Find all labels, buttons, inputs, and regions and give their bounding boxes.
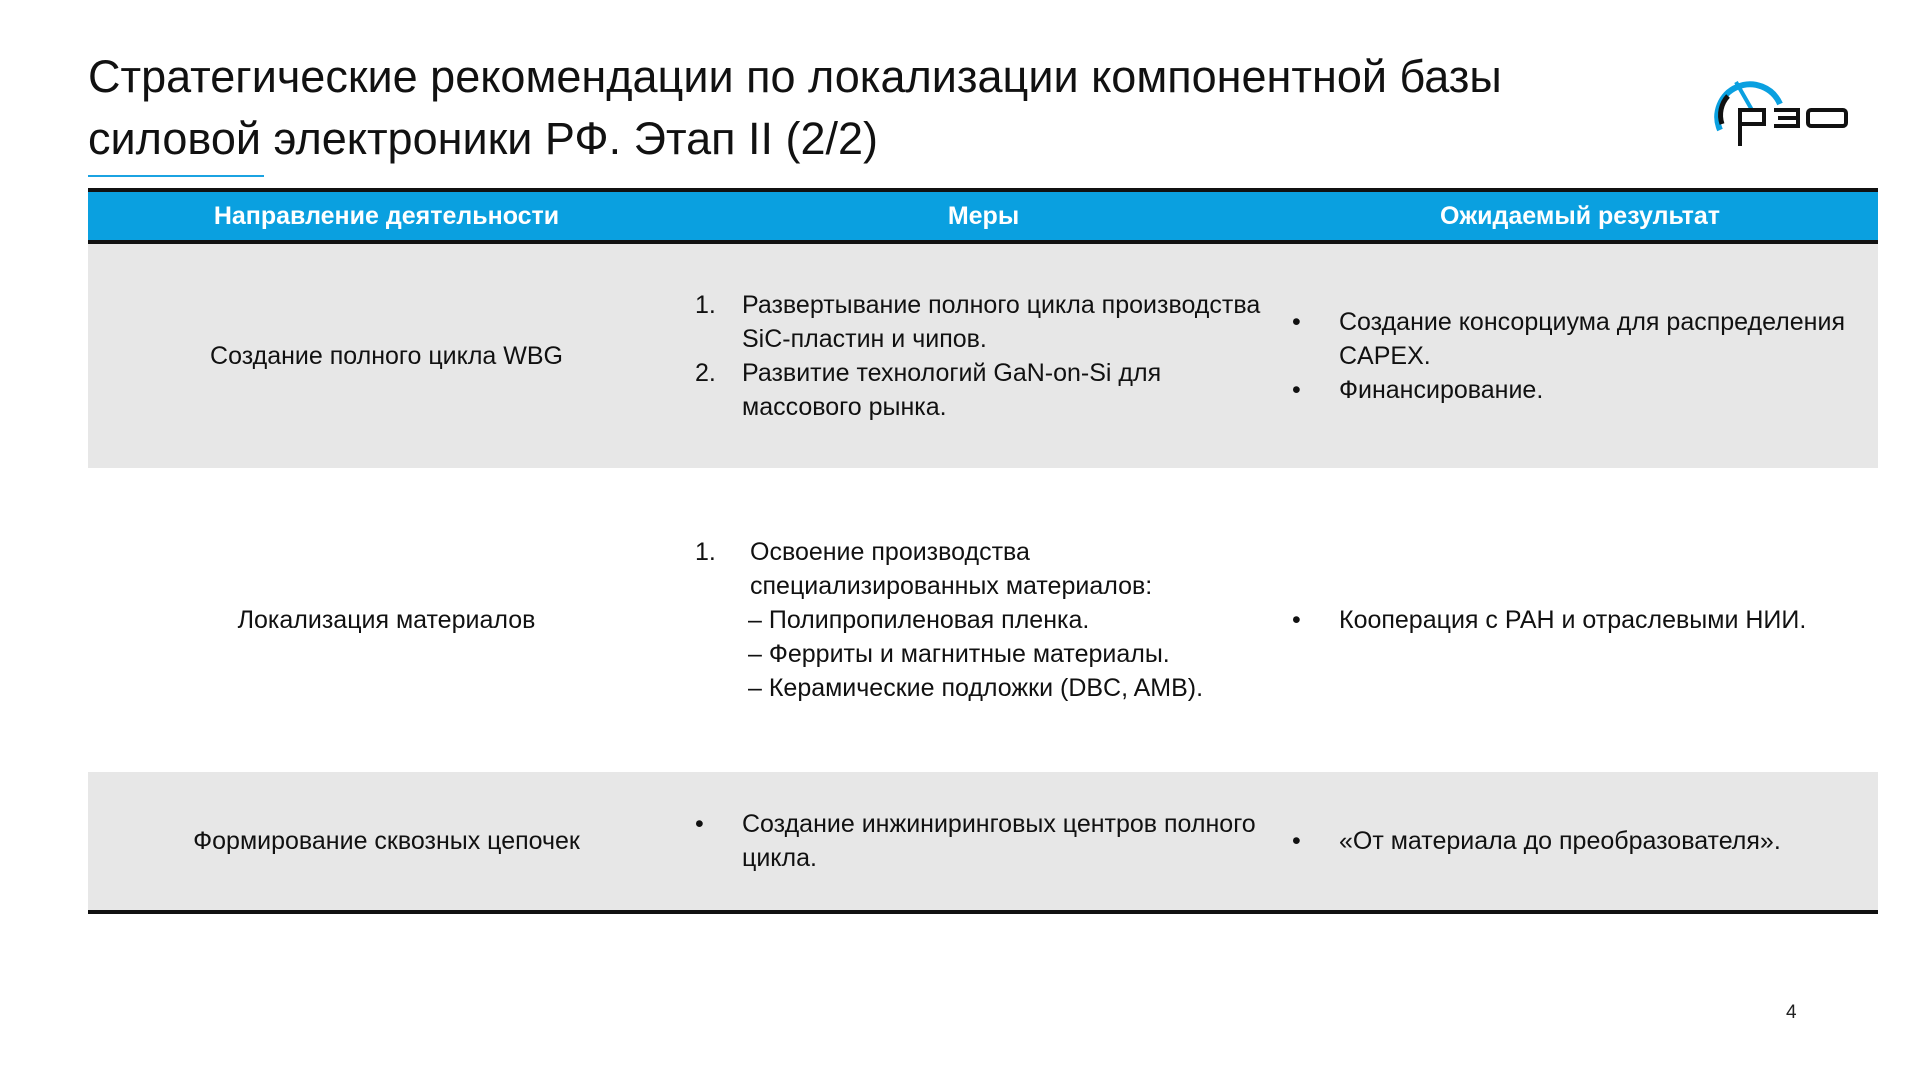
item-text: Развитие технологий GaN-on-Si для массового рынка. <box>742 359 1162 421</box>
sub-item: – Ферриты и магнитные материалы. <box>748 640 1170 668</box>
bullet-marker: • <box>1292 827 1301 855</box>
page-number: 4 <box>1786 1002 1797 1023</box>
table-row <box>88 772 1878 910</box>
bullet-marker: • <box>695 810 704 838</box>
table-row <box>88 468 1878 772</box>
item-text: Развертывание полного цикла производства SiC-пластин и чипов. <box>742 291 1261 353</box>
results-cell <box>1282 305 1878 407</box>
header-direction: Направление деятельности <box>213 201 560 230</box>
item-text: Кооперация с РАН и отраслевыми НИИ. <box>1339 606 1807 634</box>
slide-title: Стратегические рекомендации по локализации компонентной базы силовой электроники РФ. Этап II (2/2) <box>88 51 1502 164</box>
item-text: Финансирование. <box>1339 376 1544 404</box>
results-cell <box>1282 824 1878 858</box>
bullet-marker: • <box>1292 606 1301 634</box>
item-marker: 2. <box>695 359 716 387</box>
direction-cell: Локализация материалов <box>237 606 536 634</box>
item-marker: 1. <box>695 291 716 319</box>
results-cell <box>1282 603 1878 637</box>
measures-cell <box>685 288 1282 424</box>
header-measures: Меры <box>947 201 1020 230</box>
item-text: Создание инжиниринговых центров полного цикла. <box>742 810 1256 872</box>
sub-item: – Керамические подложки (DBC, AMB). <box>748 674 1204 702</box>
table-row <box>88 244 1878 468</box>
direction-cell: Формирование сквозных цепочек <box>193 827 580 855</box>
table-bottom-border <box>88 910 1878 914</box>
sub-item: – Полипропиленовая пленка. <box>748 606 1090 634</box>
item-text: «От материала до преобразователя». <box>1339 827 1781 855</box>
list-item <box>695 288 1282 356</box>
list-item <box>1292 373 1878 407</box>
recommendations-table <box>88 188 1878 914</box>
measures-cell <box>685 535 1282 705</box>
rzo-logo-icon <box>1708 74 1850 150</box>
title-underline <box>88 175 264 177</box>
item-marker: 1. <box>695 538 716 566</box>
bullet-marker: • <box>1292 376 1301 404</box>
list-item <box>1292 603 1878 637</box>
item-text: Создание консорциума для распределения CAPEX. <box>1339 308 1845 370</box>
item-main-text: Освоение производства специализированных материалов: <box>750 538 1153 600</box>
list-item <box>695 807 1282 875</box>
list-item <box>1292 305 1878 373</box>
header-result: Ожидаемый результат <box>1439 201 1721 230</box>
list-item <box>1292 824 1878 858</box>
list-item <box>695 535 1282 705</box>
list-item <box>695 356 1282 424</box>
measures-cell <box>685 807 1282 875</box>
table-header-row <box>88 192 1878 244</box>
bullet-marker: • <box>1292 308 1301 336</box>
direction-cell: Создание полного цикла WBG <box>210 342 563 370</box>
item-text <box>750 535 1282 705</box>
